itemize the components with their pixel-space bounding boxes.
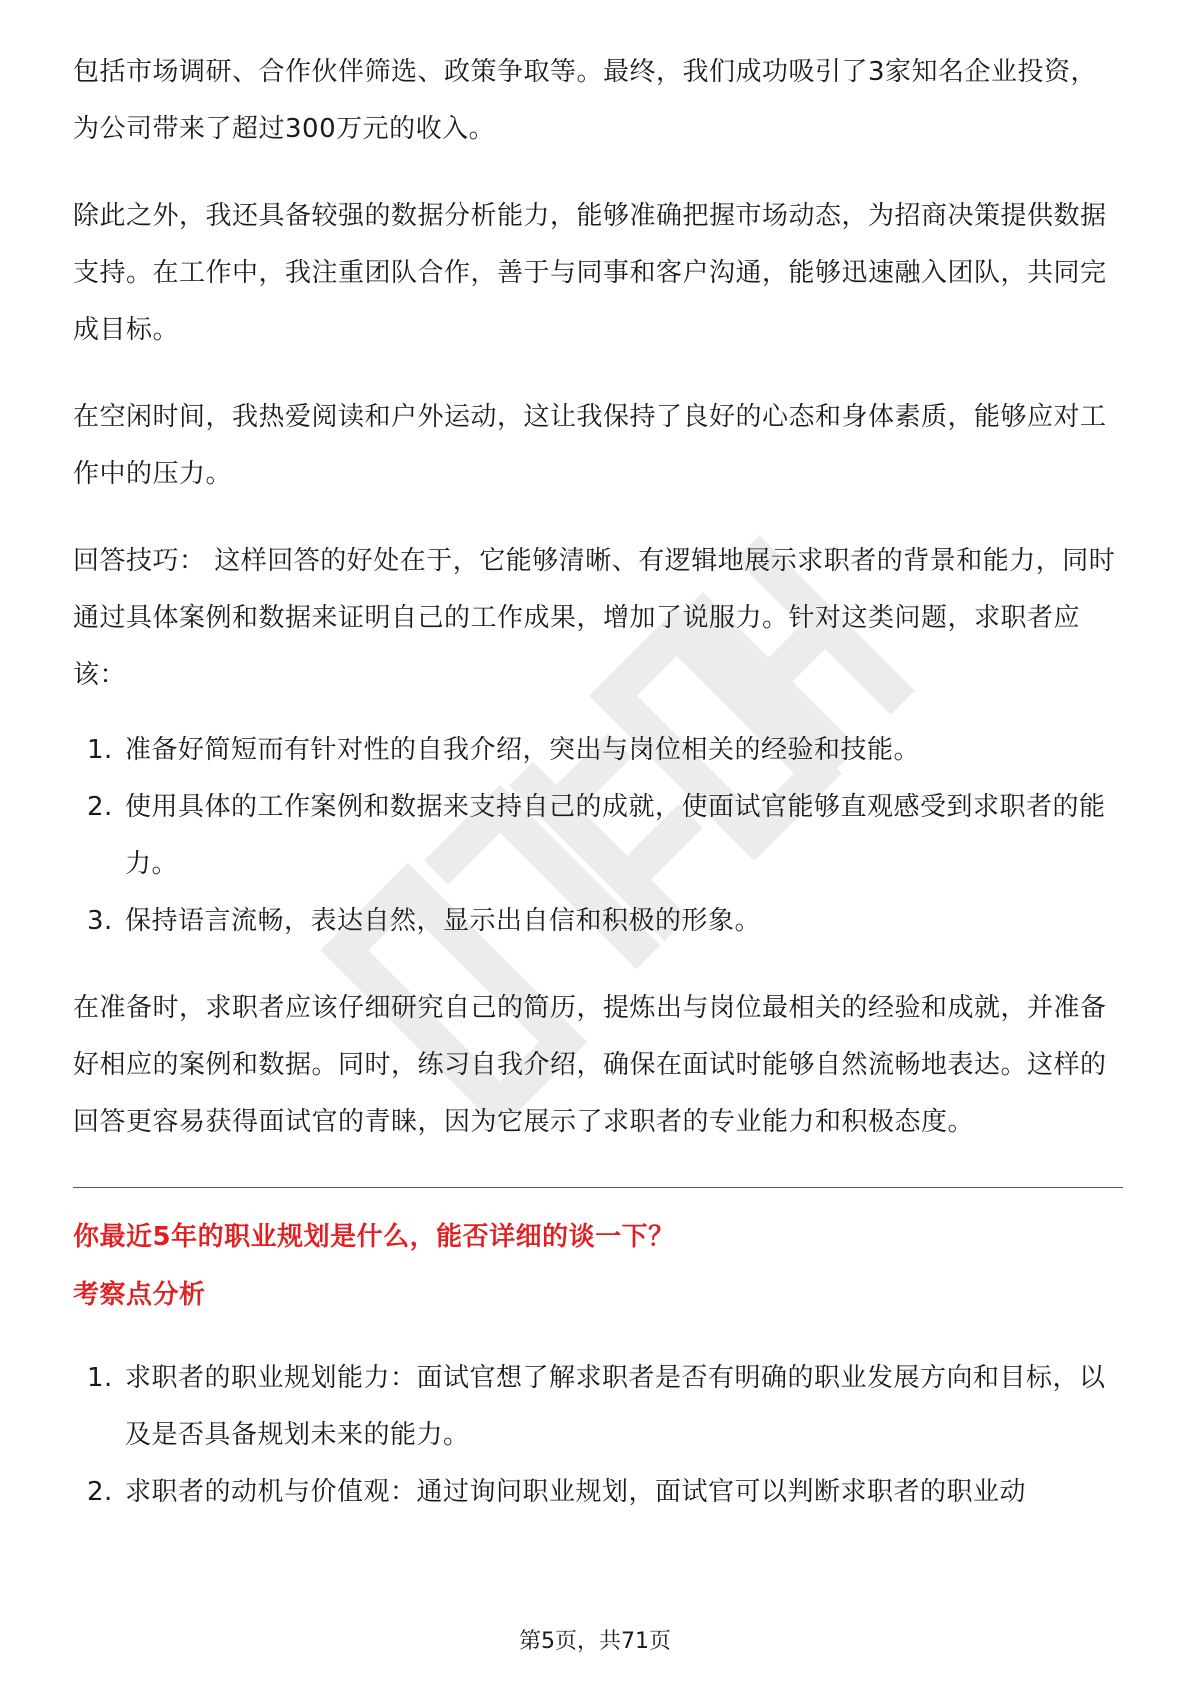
list-item-text: 使用具体的工作案例和数据来支持自己的成就，使面试官能够直观感受到求职者的能力。 — [125, 792, 1106, 879]
list-item-text: 求职者的职业规划能力：面试官想了解求职者是否有明确的职业发展方向和目标，以及是否具备规划未来的能力。 — [125, 1363, 1106, 1450]
list-item — [73, 893, 1123, 950]
list-item — [73, 722, 1123, 779]
page-footer: 第5页，共71页 — [519, 1629, 671, 1654]
paragraph-hobbies: 在空闲时间，我热爱阅读和户外运动，这让我保持了良好的心态和身体素质，能够应对工作中的压力。 — [73, 402, 1107, 489]
paragraph-answer-tips: 回答技巧： 这样回答的好处在于，它能够清晰、有逻辑地展示求职者的背景和能力，同时通过具体案例和数据来证明自己的工作成果，增加了说服力。针对这类问题，求职者应该： — [73, 546, 1116, 690]
list-item — [73, 1350, 1123, 1464]
list-item-text: 准备好简短而有针对性的自我介绍，突出与岗位相关的经验和技能。 — [125, 735, 921, 765]
paragraph-closing: 在准备时，求职者应该仔细研究自己的简历，提炼出与岗位最相关的经验和成就，并准备好相应的案例和数据。同时，练习自我介绍，确保在面试时能够自然流畅地表达。这样的回答更容易获得面试官的青睐，因为它展示了求职者的专业能力和积极态度。 — [73, 993, 1107, 1137]
tips-list — [73, 722, 1123, 950]
list-item-text: 保持语言流畅，表达自然，显示出自信和积极的形象。 — [125, 906, 762, 936]
list-number: 1. — [87, 1363, 113, 1393]
question-heading: 你最近5年的职业规划是什么，能否详细的谈一下？ — [73, 1222, 675, 1252]
list-number: 1. — [87, 735, 113, 765]
document-page — [73, 44, 1123, 1551]
list-number: 3. — [87, 906, 113, 936]
analysis-heading: 考察点分析 — [73, 1280, 206, 1310]
list-item — [73, 779, 1123, 893]
list-item-text: 求职者的动机与价值观：通过询问职业规划，面试官可以判断求职者的职业动 — [125, 1477, 1027, 1507]
list-item — [73, 1464, 1123, 1521]
paragraph-investment: 包括市场调研、合作伙伴筛选、政策争取等。最终，我们成功吸引了3家知名企业投资，为公司带来了超过300万元的收入。 — [73, 57, 1098, 144]
analysis-list — [73, 1350, 1123, 1521]
list-number: 2. — [87, 792, 113, 822]
list-number: 2. — [87, 1477, 113, 1507]
paragraph-data-analysis: 除此之外，我还具备较强的数据分析能力，能够准确把握市场动态，为招商决策提供数据支持。在工作中，我注重团队合作，善于与同事和客户沟通，能够迅速融入团队，共同完成目标。 — [73, 201, 1107, 345]
section-divider — [73, 1187, 1123, 1188]
